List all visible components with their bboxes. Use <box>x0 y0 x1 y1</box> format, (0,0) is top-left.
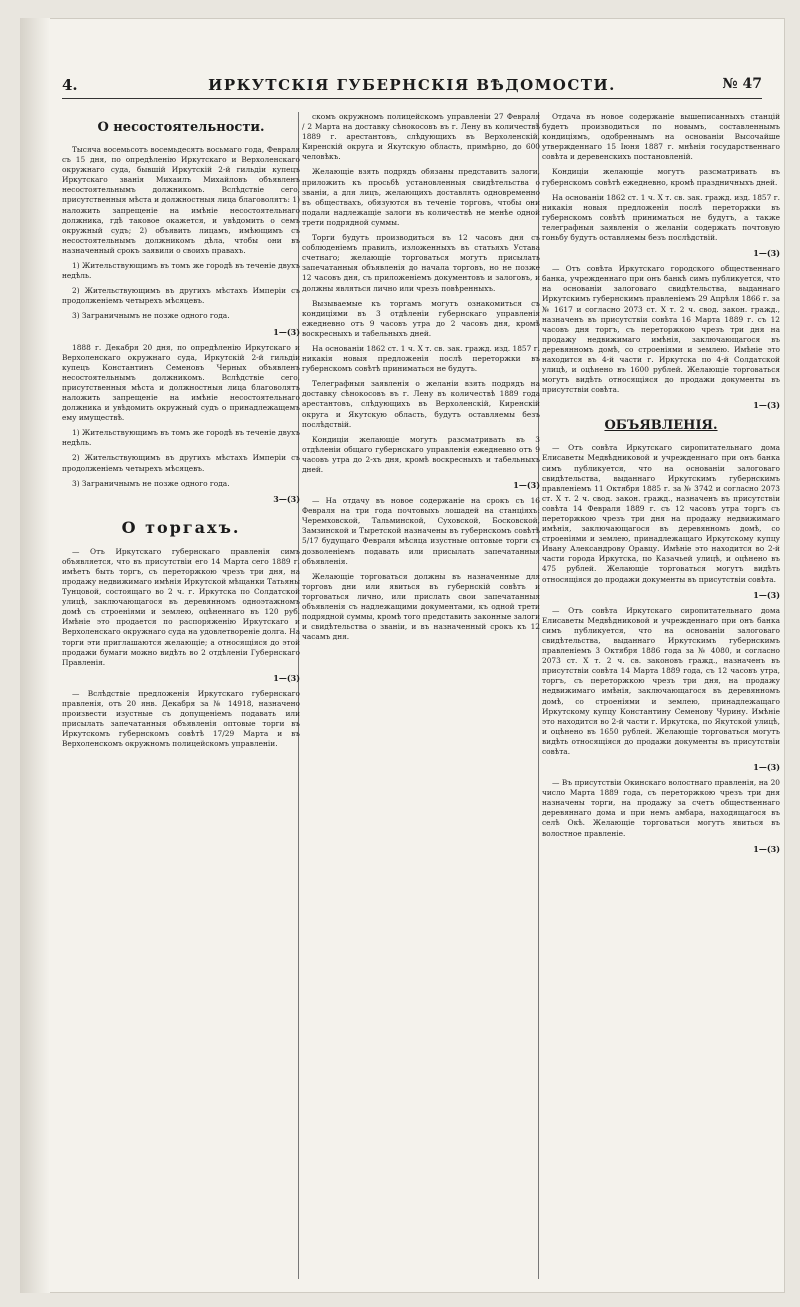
notice-paragraph: 3) Заграничнымъ не позже одного года. <box>72 478 230 488</box>
notice-paragraph: — На отдачу въ новое содержаніе на срокъ съ 16 Февраля на три года почтовыхъ лошадей на станціяхъ: Черемховской, Тальминской, Суховской, Босковской, Замзинской и Тыретской назначены въ губернскомъ совѣтѣ 5/17 будущаго Февраля мѣсяца изустные оптовые торги съ дозволеніемъ подавать или присылать запечатанныя объявленія. <box>302 496 540 566</box>
notice-paragraph: Желающіе торговаться должны въ назначенные для торговъ дни или явиться въ губернскій совѣтъ и торговаться лично, или прислать свои запечатанныя объявленія съ надлежащими документами, къ одной трети подрядной суммы, кромѣ того представить законные залоги и свидѣтельства о званіи, и въ назначенный срокъ къ 12 часамъ дня. <box>302 571 540 642</box>
notice-paragraph: 1) Жительствующимъ въ томъ же городѣ въ теченіе двухъ недѣль. <box>62 261 300 281</box>
notice-paragraph: скомъ окружномъ полицейскомъ управленіи 27 Февраля / 2 Марта на доставку сѣнокосовъ въ г. Лену въ количествѣ 1889 г. арестантовъ, слѣдующихъ въ Верхоленскій, Киренскій округа и Якутскую область, примѣрно, до 600 человѣкъ. <box>302 112 540 162</box>
notice-paragraph: На основаніи 1862 ст. 1 ч. X т. св. зак. гражд. изд. 1857 г. никакія новыя предложенія послѣ переторжки въ губернскомъ совѣтѣ приниматься не будутъ. <box>302 343 540 374</box>
page-number: 4. <box>62 76 78 94</box>
notice-paragraph: Желающіе взять подрядъ обязаны представить залоги, приложить къ просьбѣ установленныя свидѣтельства о званіи, а для лицъ, желающихъ доставлять одновременно въ обществахъ, обязуются въ теченіе торговъ, чтобы они подали надлежащіе залоги въ количествѣ не менѣе одной трети подрядной суммы. <box>302 167 540 227</box>
page-header <box>62 72 762 99</box>
notice-paragraph: Кондиціи желающіе могутъ разсматривать въ 3 отдѣленіи общаго губернскаго управленія ежедневно отъ 9 часовъ утра до 2-хъ дня, кромѣ воскресныхъ и табельныхъ дней. <box>302 434 540 474</box>
insertion-mark: 1—(3) <box>753 843 780 854</box>
notice-paragraph: — Въ присутствіи Окинскаго волостнаго правленія, на 20 число Марта 1889 года, съ переторжкою чрезъ три дня назначены торги, на продажу за счетъ общественнаго деревяннаго дома и при немъ амбара, находящагося въ селѣ Окѣ. Желающіе торговаться могутъ явиться въ волостное правленіе. <box>542 778 780 838</box>
notice-paragraph: — Отъ совѣта Иркутскаго сиропитательнаго дома Елисаветы Медвѣдниковой и учрежденнаго при онъ банка симъ публикуется, что на основаніи залоговаго свидѣтельства, выданнаго Иркутскимъ губернскимъ правленіемъ 11 Октября 1885 г. за № 3742 и согласно 2073 ст. X т. 2 ч. свод. закон. гражд., назначенъ въ присутствіи совѣта 14 Февраля 1889 г. съ 12 часовъ утра торгъ съ переторжкою чрезъ три дня на продажу недвижимаго имѣнія, заключающагося въ деревянномъ домѣ, со строеніями и землею, принадлежащаго Иркутскому купцу Ивану Александрову Оравцу. Имѣніе это находится во 2-й части города Иркутска, по Казачьей улицѣ, и оцѣнено въ 475 рублей. Желающіе торговаться могутъ видѣть относящіяся до продажи документы въ присутствіи совѣта. <box>542 443 780 584</box>
issue-number: № 47 <box>722 76 762 92</box>
insertion-mark: 3—(3) <box>273 493 300 504</box>
insertion-mark: 1—(3) <box>273 672 300 683</box>
insertion-mark: 1—(3) <box>513 480 540 491</box>
section-heading: О несостоятельности. <box>97 120 265 135</box>
notice-paragraph: 3) Заграничнымъ не позже одного года. <box>72 311 230 321</box>
notice-paragraph: — Вслѣдствіе предложенія Иркутскаго губернскаго правленія, отъ 20 янв. Декабря за № 14918, назначено произвести изустные съ допущеніемъ подавать или присылать запечатанныя объявленія оптовые торги въ Иркутскомъ губернскомъ совѣтѣ 17/29 Марта и въ Верхоленскомъ окружномъ полицейскомъ управленіи. <box>62 688 300 749</box>
insertion-mark: 1—(3) <box>753 248 780 259</box>
notice-paragraph: 2) Жительствующимъ въ другихъ мѣстахъ Имперіи съ продолженіемъ четырехъ мѣсяцевъ. <box>62 453 300 473</box>
notice-paragraph: Отдача въ новое содержаніе вышеписанныхъ станцій будетъ производиться по новымъ, составленнымъ кондиціямъ, одобреннымъ на основаніи Высочайше утвержденнаго 15 Іюня 1887 г. мнѣнія государственнаго совѣта и деревенскихъ постановленій. <box>542 112 780 162</box>
notice-paragraph: Вызываемые къ торгамъ могутъ ознакомиться съ кондиціями въ 3 отдѣленіи губернскаго управленія ежедневно отъ 9 часовъ утра до 2 часовъ дня, кромѣ воскресныхъ и табельныхъ дней. <box>302 298 540 338</box>
page-crease <box>20 18 50 1293</box>
insertion-mark: 1—(3) <box>273 326 300 337</box>
notice-paragraph: — Отъ совѣта Иркутскаго городского общественнаго банка, учрежденнаго при онъ банкѣ симъ публикуется, что на основаніи залоговаго свидѣтельства, выданнаго Иркутскимъ губернскимъ правленіемъ 29 Апрѣля 1866 г. за № 1617 и согласно 2073 ст. X т. 2 ч. свод. закон. гражд., назначенъ въ присутствіи совѣта 16 Марта 1889 г. съ 12 часовъ дня торгъ, съ переторжкою чрезъ три дня на продажу недвижимаго имѣнія, заключающагося въ деревянномъ домѣ, со строеніями и землею. Имѣніе это находится въ 4-й части г. Иркутска по 4-й Солдатской улицѣ, и оцѣнено въ 1600 рублей. Желающіе торговаться могутъ видѣть относящіяся до продажи документы въ присутствіи совѣта. <box>542 264 780 395</box>
notice-paragraph: — Отъ Иркутскаго губернскаго правленія симъ объявляется, что въ присутствіи его 14 Марта сего 1889 г. имѣетъ быть торгъ, съ переторжкою чрезъ три дня, на продажу недвижимаго имѣнія Иркутской мѣщанки Татьяны Тунцовой, состоящаго во 2 ч. г. Иркутска по Солдатской улицѣ, заключающагося въ деревянномъ одноэтажномъ домѣ съ строеніями и землею, оцѣненнаго въ 120 руб. Имѣніе это продается по распоряженію Иркутскаго и Верхоленскаго окружнаго суда на удовлетвореніе долга. На торги эти приглашаются желающіе; а относящіяся до этой продажи бумаги можно видѣть во 2 отдѣленіи Губернскаго Правленія. <box>62 546 300 667</box>
notice-paragraph: 1888 г. Декабря 20 дня, по опредѣленію Иркутскаго и Верхоленскаго окружнаго суда, Иркутскій 2-й гильдіи купецъ Константинъ Семеновъ Черных объявленъ несостоятельнымъ должникомъ. Вслѣдствіе сего, присутственныя мѣста и должностныя лица благоволятъ наложить запрещеніе на имѣніе несостоятельнаго должника и увѣдомить окружный судъ о принадлежащемъ ему имуществѣ. <box>62 342 300 423</box>
insertion-mark: 1—(3) <box>753 589 780 600</box>
insertion-mark: 1—(3) <box>753 762 780 773</box>
notice-paragraph: Торги будутъ производиться въ 12 часовъ дня съ соблюденіемъ правилъ, изложенныхъ въ статьяхъ Устава счетнаго; желающіе торговаться могутъ присылать запечатанныя объявленія до начала торговъ, но не позже 12 часовъ дня, съ приложеніемъ документовъ и залоговъ, и должны являться лично или чрезъ повѣренныхъ. <box>302 233 540 293</box>
column-3 <box>542 112 780 1279</box>
notice-paragraph: На основаніи 1862 ст. 1 ч. X т. св. зак. гражд. изд. 1857 г. никакія новыя предложенія послѣ переторжки въ губернскомъ совѣтѣ приниматься не будутъ, а также телеграфныя заявленія о желаніи содержать почтовую гоньбу будутъ оставляемы безъ послѣдствій. <box>542 192 780 243</box>
notice-paragraph: 1) Жительствующимъ въ томъ же городѣ въ теченіе двухъ недѣль. <box>62 428 300 448</box>
notice-paragraph: — Отъ совѣта Иркутскаго сиропитательнаго дома Елисаветы Медвѣдниковой и учрежденнаго при онъ банка симъ публикуется, что на основаніи залоговаго свидѣтельства, выданнаго Иркутскимъ губернскимъ правленіемъ 3 Октября 1886 года за № 4080, и согласно 2073 ст. X т. 2 ч. св. законовъ гражд., назначенъ въ присутствіи совѣта 14 Марта 1889 года, съ 12 часовъ утра, торгъ, съ переторжкою чрезъ три дня, на продажу недвижимаго имѣнія, заключающагося въ деревянномъ домѣ, со строеніями и землею, принадлежащаго Иркутскому купцу Константину Семенову Чурину. Имѣніе это находится во 2-й части г. Иркутска, по Якутской улицѣ, и оцѣнено въ 1650 рублей. Желающіе торговаться могутъ видѣть относящіяся до продажи документы въ присутствіи совѣта. <box>542 605 780 756</box>
notice-paragraph: 2) Жительствующимъ въ другихъ мѣстахъ Имперіи съ продолженіемъ четырехъ мѣсяцевъ. <box>62 286 300 306</box>
section-heading: ОБЪЯВЛЕНІЯ. <box>604 418 718 434</box>
notice-paragraph: Телеграфныя заявленія о желаніи взять подрядъ на доставку сѣнокосовъ въ г. Лену въ количествѣ 1889 года арестантовъ, слѣдующихъ въ Верхоленскій, Киренскій округа и Якутскую область, будутъ оставляемы безъ послѣдствій. <box>302 379 540 429</box>
masthead-title: ИРКУТСКІЯ ГУБЕРНСКІЯ ВѢДОМОСТИ. <box>208 76 616 94</box>
section-heading: О торгахъ. <box>121 517 241 537</box>
column-1 <box>62 112 300 1279</box>
notice-paragraph: Кондиціи желающіе могутъ разсматривать въ губернскомъ совѣтѣ ежедневно, кромѣ праздничныхъ дней. <box>542 167 780 187</box>
column-2 <box>302 112 540 1279</box>
notice-paragraph: Тысяча восемьсотъ восемьдесятъ восьмаго года, Февраля съ 15 дня, по опредѣленію Иркутскаго и Верхоленскаго окружнаго суда, бывшій Иркутскій 2-й гильдіи купецъ Иркутскаго званія Михаилъ Михайловъ объявленъ несостоятельнымъ должникомъ. Вслѣдствіе сего, присутственныя мѣста и должностныя лица благоволятъ: 1) наложить запрещеніе на имѣніе несостоятельнаго должника, гдѣ таковое окажется, и увѣдомить о семъ окружный судъ; 2) объявить лицамъ, имѣющимъ съ несостоятельнымъ должникомъ дѣла, чтобы они въ назначенный срокъ заявили о своихъ правахъ. <box>62 145 300 255</box>
insertion-mark: 1—(3) <box>753 400 780 411</box>
